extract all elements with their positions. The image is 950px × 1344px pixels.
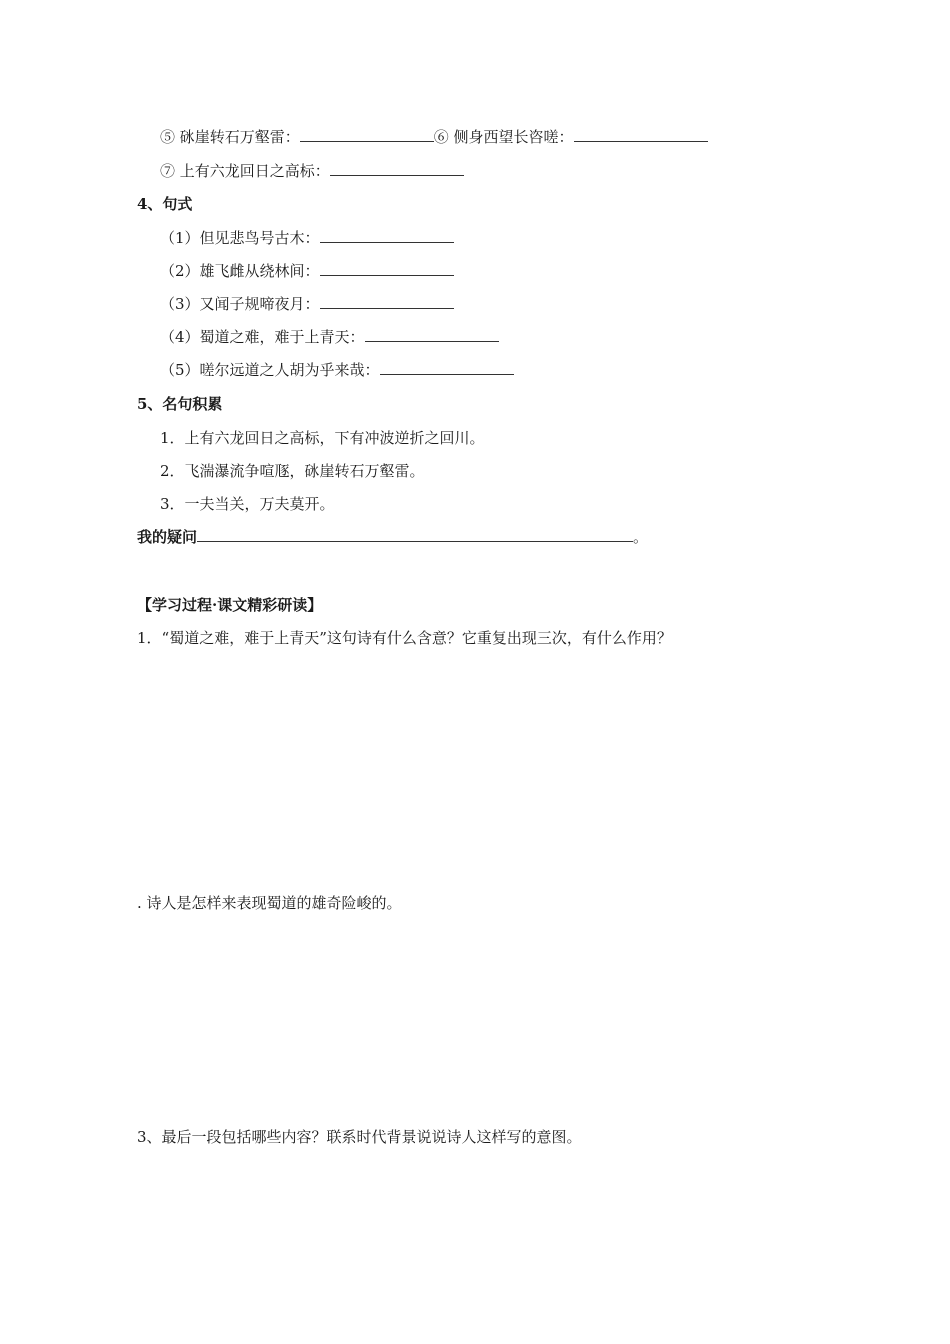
answer-blank[interactable] [320,294,454,309]
vocab-item-5 [160,127,708,147]
question-blank[interactable] [197,527,633,542]
sentence-item-text: （3）又闻子规啼夜月： [160,295,320,313]
sentence-item-4 [160,327,499,347]
answer-blank[interactable] [365,327,499,342]
famous-line-2: 2．飞湍瀑流争喧豗，砯崖转石万壑雷。 [160,462,425,480]
section-5-heading: 5、名句积累 [137,395,223,413]
vocab-item-6-text: ⑥ 侧身西望长咨嗟： [433,128,574,146]
sentence-item-text: （4）蜀道之难，难于上青天： [160,328,365,346]
answer-blank[interactable] [330,161,464,176]
section-4-heading: 4、句式 [137,195,193,213]
sentence-item-2 [160,261,454,281]
answer-blank[interactable] [300,127,434,142]
answer-blank[interactable] [380,360,514,375]
vocab-item-5-text: ⑤ 砯崖转石万壑雷： [160,128,300,146]
answer-blank[interactable] [320,228,454,243]
vocab-item-7 [160,161,464,181]
sentence-item-text: （1）但见悲鸟号古木： [160,229,320,247]
sentence-item-1 [160,228,454,248]
famous-line-1: 1．上有六龙回日之高标，下有冲波逆折之回川。 [160,429,485,447]
vocab-item-7-text: ⑦ 上有六龙回日之高标： [160,162,330,180]
answer-blank[interactable] [320,261,454,276]
famous-line-3: 3．一夫当关，万夫莫开。 [160,495,335,513]
sentence-item-text: （5）嗟尔远道之人胡为乎来哉： [160,361,380,379]
study-question-3: 3、最后一段包括哪些内容？联系时代背景说说诗人这样写的意图。 [137,1128,582,1146]
answer-blank[interactable] [574,127,708,142]
study-question-2: . 诗人是怎样来表现蜀道的雄奇险峻的。 [137,894,402,912]
my-question-row [137,527,648,547]
sentence-item-5 [160,360,514,380]
question-end-mark: 。 [633,528,649,546]
sentence-item-text: （2）雄飞雌从绕林间： [160,262,320,280]
study-question-1: 1．“蜀道之难，难于上青天”这句诗有什么含意？它重复出现三次，有什么作用？ [137,629,672,647]
sentence-item-3 [160,294,454,314]
study-heading: 【学习过程·课文精彩研读】 [137,596,323,614]
my-question-label: 我的疑问 [137,528,198,546]
